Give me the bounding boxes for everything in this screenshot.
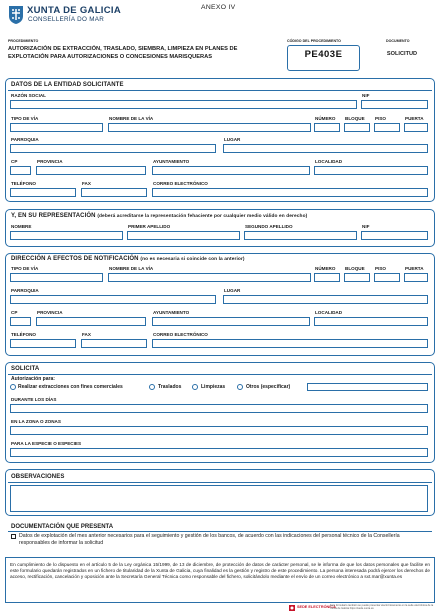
option-limpiezas-label: Limpiezas [201,384,226,390]
nombre-field[interactable] [10,231,123,240]
not-lugar-field[interactable] [223,295,428,304]
label-tipo-via: TIPO DE VÍA [11,266,39,271]
not-nombre-via-field[interactable] [108,273,311,282]
label-bloque: BLOQUE [345,266,365,271]
label-autorizacion: Autorización para: [11,376,55,382]
label-especie: PARA LA ESPECIE O ESPECIES [11,441,82,446]
label-telefono: TELÉFONO [11,181,37,186]
piso-field[interactable] [374,123,400,132]
not-localidad-field[interactable] [314,317,428,326]
label-correo: CORREO ELECTRÓNICO [153,181,208,186]
sede-logo-icon [289,605,295,611]
lugar-field[interactable] [223,144,428,153]
not-tipo-via-field[interactable] [10,273,103,282]
tipo-via-field[interactable] [10,123,103,132]
localidad-field[interactable] [314,166,428,175]
not-numero-field[interactable] [314,273,340,282]
label-cp: CP [11,310,18,315]
divider [8,482,432,483]
label-puerta: PUERTA [405,116,424,121]
label-nombre-via: NOMBRE DE LA VÍA [109,116,154,121]
label-bloque: BLOQUE [345,116,365,121]
not-bloque-field[interactable] [344,273,370,282]
bloque-field[interactable] [344,123,370,132]
correo-field[interactable] [152,188,428,197]
not-cp-field[interactable] [10,317,31,326]
label-provincia: PROVINCIA [37,310,63,315]
representacion-note: (deberá acreditarse la representación fehaciente por cualquier medio válido en derecho) [97,214,308,219]
org-name: XUNTA DE GALICIA [27,5,121,16]
procedure-title: AUTORIZACIÓN DE EXTRACCIÓN, TRASLADO, SIEMBRA, LIMPIEZA EN PLANES DE EXPLOTACIÓN PARA AUTORIZACIONES O CONCESIONES MARISQUERAS [8,46,238,60]
not-fax-field[interactable] [81,339,147,348]
observaciones-field[interactable] [10,485,428,512]
section-title-documentacion: DOCUMENTACIÓN QUE PRESENTA [11,524,114,530]
label-numero: NÚMERO [315,266,336,271]
especie-field[interactable] [10,448,428,457]
procedure-code: PE403E [304,49,343,60]
label-provincia: PROVINCIA [37,159,63,164]
label-nombre-via: NOMBRE DE LA VÍA [109,266,154,271]
ayuntamiento-field[interactable] [152,166,310,175]
procedure-code-label: CÓDIGO DEL PROCEDIMIENTO [287,39,341,43]
sede-note: Este formulario también se puede presentar electrónicamente en la sede electrónica de la Xunta de Galicia https://sede.xunta.es [330,604,434,611]
puerta-field[interactable] [404,123,428,132]
option-limpiezas-radio[interactable] [192,384,198,390]
telefono-field[interactable] [10,188,76,197]
procedure-label: PROCEDIMIENTO [8,39,39,43]
zona-field[interactable] [10,426,428,435]
label-zona: EN LA ZONA O ZONAS [11,419,61,424]
not-provincia-field[interactable] [36,317,146,326]
label-puerta: PUERTA [405,266,424,271]
not-puerta-field[interactable] [404,273,428,282]
label-localidad: LOCALIDAD [315,310,343,315]
label-segundo-apellido: SEGUNDO APELLIDO [245,224,293,229]
label-ayuntamiento: AYUNTAMIENTO [153,310,190,315]
section-title-observaciones: OBSERVACIONES [11,474,65,480]
divider [8,90,432,91]
department-name: CONSELLERÍA DO MAR [28,16,105,23]
not-telefono-field[interactable] [10,339,76,348]
label-razon-social: RAZÓN SOCIAL [11,93,46,98]
nombre-via-field[interactable] [108,123,311,132]
documentacion-checkbox[interactable] [11,534,16,539]
notificacion-title: DIRECCIÓN A EFECTOS DE NOTIFICACIÓN [11,256,139,262]
label-nif: NIF [362,93,370,98]
option-otros-radio[interactable] [237,384,243,390]
option-traslados-label: Traslados [158,384,182,390]
documentacion-item: Datos de explotación del mes anterior necesarios para el seguimiento y gestión de los bancos, de acuerdo con las indicaciones del personal técnico de la Consellería responsables de informar la solicitud [19,533,400,546]
segundo-apellido-field[interactable] [244,231,357,240]
label-piso: PISO [375,116,386,121]
label-lugar: LUGAR [224,288,241,293]
label-primer-apellido: PRIMER APELLIDO [128,224,171,229]
divider [8,531,432,532]
label-rep-nif: NIF [362,224,370,229]
label-piso: PISO [375,266,386,271]
dias-field[interactable] [10,404,428,413]
option-traslados-radio[interactable] [149,384,155,390]
annex-label: ANEXO IV [201,4,236,11]
cp-field[interactable] [10,166,31,175]
document-label: DOCUMENTO [386,39,410,43]
fax-field[interactable] [81,188,147,197]
label-fax: FAX [82,332,91,337]
not-parroquia-field[interactable] [10,295,216,304]
not-correo-field[interactable] [152,339,428,348]
label-nombre: NOMBRE [11,224,32,229]
primer-apellido-field[interactable] [127,231,240,240]
representacion-title: Y, EN SU REPRESENTACIÓN [11,213,96,219]
label-ayuntamiento: AYUNTAMIENTO [153,159,190,164]
rep-nif-field[interactable] [361,231,428,240]
label-dias: DURANTE LOS DÍAS [11,397,57,402]
notificacion-note: (no es necesaria si coincide con la anterior) [140,257,245,262]
label-correo: CORREO ELECTRÓNICO [153,332,208,337]
label-parroquia: PARROQUIA [11,137,39,142]
divider [8,374,432,375]
otros-especificar-field[interactable] [307,383,428,391]
label-telefono: TELÉFONO [11,332,37,337]
not-piso-field[interactable] [374,273,400,282]
option-extracciones-radio[interactable] [10,384,16,390]
section-title-representacion [11,213,307,219]
label-cp: CP [11,159,18,164]
legal-text: En cumplimiento de lo dispuesto en el artículo 5 de la Ley orgánica 15/1999, de 13 de diciembre, de protección de datos de carácter personal, se le informa de que los datos personales que facilite en este formulario quedarán registrados en un fichero de titularidad de la Xunta de Galicia, cuya finalidad es la gestión y registro de este procedimiento. La persona interesada podrá ejercer los derechos de acceso, rectificación, cancelación y oposición ante la Secretaría General Técnica como responsable del fichero, solicitándolo mediante el envío de un correo electrónico a sxt.mar@xunta.es [10,562,430,580]
label-localidad: LOCALIDAD [315,159,343,164]
sede-label: SEDE ELECTRÓNICA [297,605,336,609]
not-ayuntamiento-field[interactable] [152,317,310,326]
razon-social-field[interactable] [10,100,357,109]
label-tipo-via: TIPO DE VÍA [11,116,39,121]
label-parroquia: PARROQUIA [11,288,39,293]
label-lugar: LUGAR [224,137,241,142]
provincia-field[interactable] [36,166,146,175]
section-title-solicitante: DATOS DE LA ENTIDAD SOLICITANTE [11,82,124,88]
parroquia-field[interactable] [10,144,216,153]
numero-field[interactable] [314,123,340,132]
label-numero: NÚMERO [315,116,336,121]
option-otros-label: Otros (especificar) [246,384,291,390]
section-solicitante [5,78,435,202]
option-extracciones-label: Realizar extracciones con fines comerciales [18,384,123,390]
section-title-notificacion [11,256,245,262]
nif-field[interactable] [361,100,428,109]
section-title-solicita: SOLICITA [11,366,40,372]
label-fax: FAX [82,181,91,186]
document-type: SOLICITUD [386,51,418,57]
xunta-shield-logo [8,5,24,25]
